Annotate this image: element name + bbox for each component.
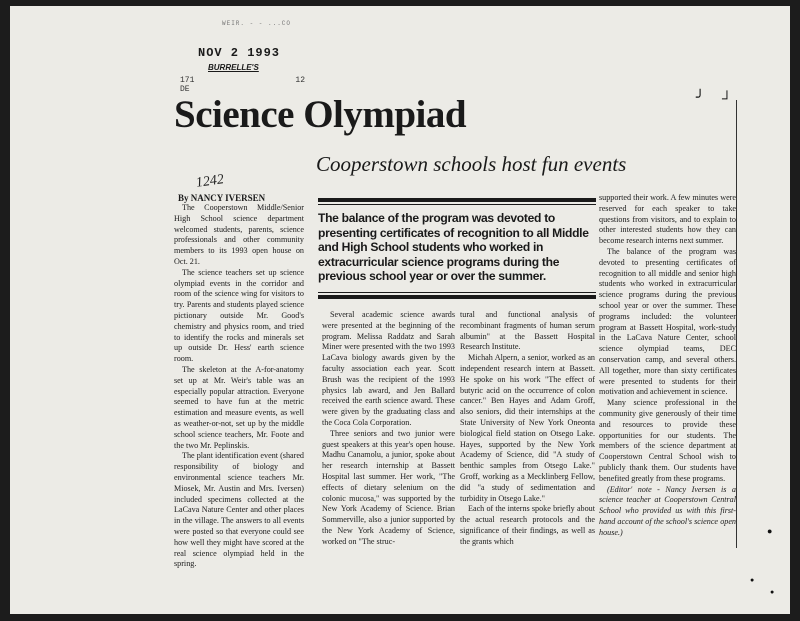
paragraph: Michah Alpern, a senior, worked as an independent research intern at Bassett. He spoke on his work "The effect of butyric acid on the occurrence of colon cancer." Ben Hayes and Adam Groff, also seniors, did their internships at the State University of New York Oneonta biological field station on Otsego Lake. Hayes, supported by the New York Academy of Science, did "A study of benthic samples from Otsego Lake." Groff, working as a Mecklinberg Fellow, did "a study of sedimentation and turbidity in Otsego Lake." xyxy=(460,353,595,503)
editor-note: (Editor' note - Nancy Iversen is a science teacher at Cooperstown Central School who provided us with this first-hand account of the school's science open house.) xyxy=(599,484,736,537)
article-column-3 xyxy=(460,310,595,548)
speck-mark: ● xyxy=(750,576,755,584)
paragraph: The skeleton at the A-for-anatomy set up at Mr. Weir's table was an especially popular attraction. Everyone seemed to have fun at the metric estimation and measure events, as well as weather-or-not, set up by the middle school science teachers, Mr. Foote and the two Mr. Peplinskis. xyxy=(174,364,304,450)
speck-mark: ● xyxy=(770,588,775,596)
pull-quote: The balance of the program was devoted to presenting certificates of recognition to all Middle and High School students who worked in extracurricular science programs during the previous school year or over the summer. xyxy=(318,211,589,284)
paragraph: The science teachers set up science olympiad events in the corridor and room of the science wing for visitors to try. Parents and students played science pictionary outside Mr. Good's chemistry and physics room, and tried to identify the rocks and minerals set up outside Dr. Hess' earth science room. xyxy=(174,267,304,364)
paragraph: The balance of the program was devoted to presenting certificates of recognition to all middle and senior high students who worked in extracurricular science programs during the previous school year or over the summer. These programs included: the volunteer program at Bassett Hospital, work-study in the LaCava Nature Center, school science olympiad teams, DEC conservation camp, and several others. All together, more than sixty certificates were presented to students for their motivation and achievement in science. xyxy=(599,246,736,397)
handwritten-number: 1242 xyxy=(195,172,225,191)
paragraph: Several academic science awards were presented at the beginning of the program. Melissa Raddatz and Sarah Miner were presented with the two 1993 LaCava biology awards given by the faculty association each year. Scott Brush was the recipient of the 1993 physics lab award, and Jen Ballard received the earth science award. These were given by the graduating class and the Coca Cola Corporation. xyxy=(322,310,455,427)
paragraph: Many science professional in the community give generously of their time and resources to provide these opportunities for our students. The members of the science department at Cooperstown Central School wish to publicly thank them. Our students have benefited greatly from these programs. xyxy=(599,398,736,483)
subhead: Cooperstown schools host fun events xyxy=(316,152,627,176)
paragraph: tural and functional analysis of recombinant fragments of human serum albumin" at the Bassett Hospital Research Institute. xyxy=(460,310,595,352)
pullquote-rule-top xyxy=(318,198,596,202)
stamp-top-text: WEIR. - - ...CO xyxy=(222,20,292,27)
pullquote-rule-bottom-thin xyxy=(318,292,596,293)
speck-mark: ● xyxy=(767,526,773,536)
byline: By NANCY IVERSEN xyxy=(178,193,266,203)
article-column-1 xyxy=(174,203,304,570)
paragraph: Three seniors and two junior were guest speakers at this year's open house. Madhu Canamolu, a junior, spoke about her research internship at Bassett Hospital last summer. Her work, "The effects of dietary selenium on the colonic mucosa," was supported by the New York Academy of Science. Brian Sommerville, also a junior supported by the New York Academy of Science, worked on "The struc- xyxy=(322,428,455,546)
stamp-num-right: 12 xyxy=(295,76,305,85)
stamp-date: NOV 2 1993 xyxy=(198,46,281,60)
pen-mark: ┘ xyxy=(722,92,732,107)
pen-mark: ╯ xyxy=(696,91,705,106)
pullquote-rule-top-thin xyxy=(318,204,596,205)
article-column-2 xyxy=(322,310,455,548)
stamp-company: BURRELLE'S xyxy=(208,63,259,72)
paragraph: The plant identification event (shared responsibility of biology and environmental science teachers Mr. Miosek, Mr. Austin and Mrs. Iversen) included specimens collected at the LaCava Nature Center and other places in the village. The answers to all events were posted so that everyone could see how well they might have scored at the real science olympiad held in the spring. xyxy=(174,451,304,569)
article-column-4 xyxy=(599,193,736,539)
stamp-num-left: 171 DE xyxy=(180,76,195,94)
clipping-page xyxy=(10,6,790,614)
paragraph: The Cooperstown Middle/Senior High School science department welcomed students, parents, science professionals and other community members to its 1993 open house on Oct. 21. xyxy=(174,203,304,266)
headline: Science Olympiad xyxy=(174,93,467,136)
clipping-edge-line xyxy=(736,100,737,548)
paragraph: supported their work. A few minutes were reserved for each speaker to take questions from visitors, and to explain to other interested students how they can become research interns next summer. xyxy=(599,193,736,246)
paragraph: Each of the interns spoke briefly about the actual research protocols and the significance of their findings, as well as the grants which xyxy=(460,504,595,546)
pullquote-rule-bottom xyxy=(318,295,596,299)
